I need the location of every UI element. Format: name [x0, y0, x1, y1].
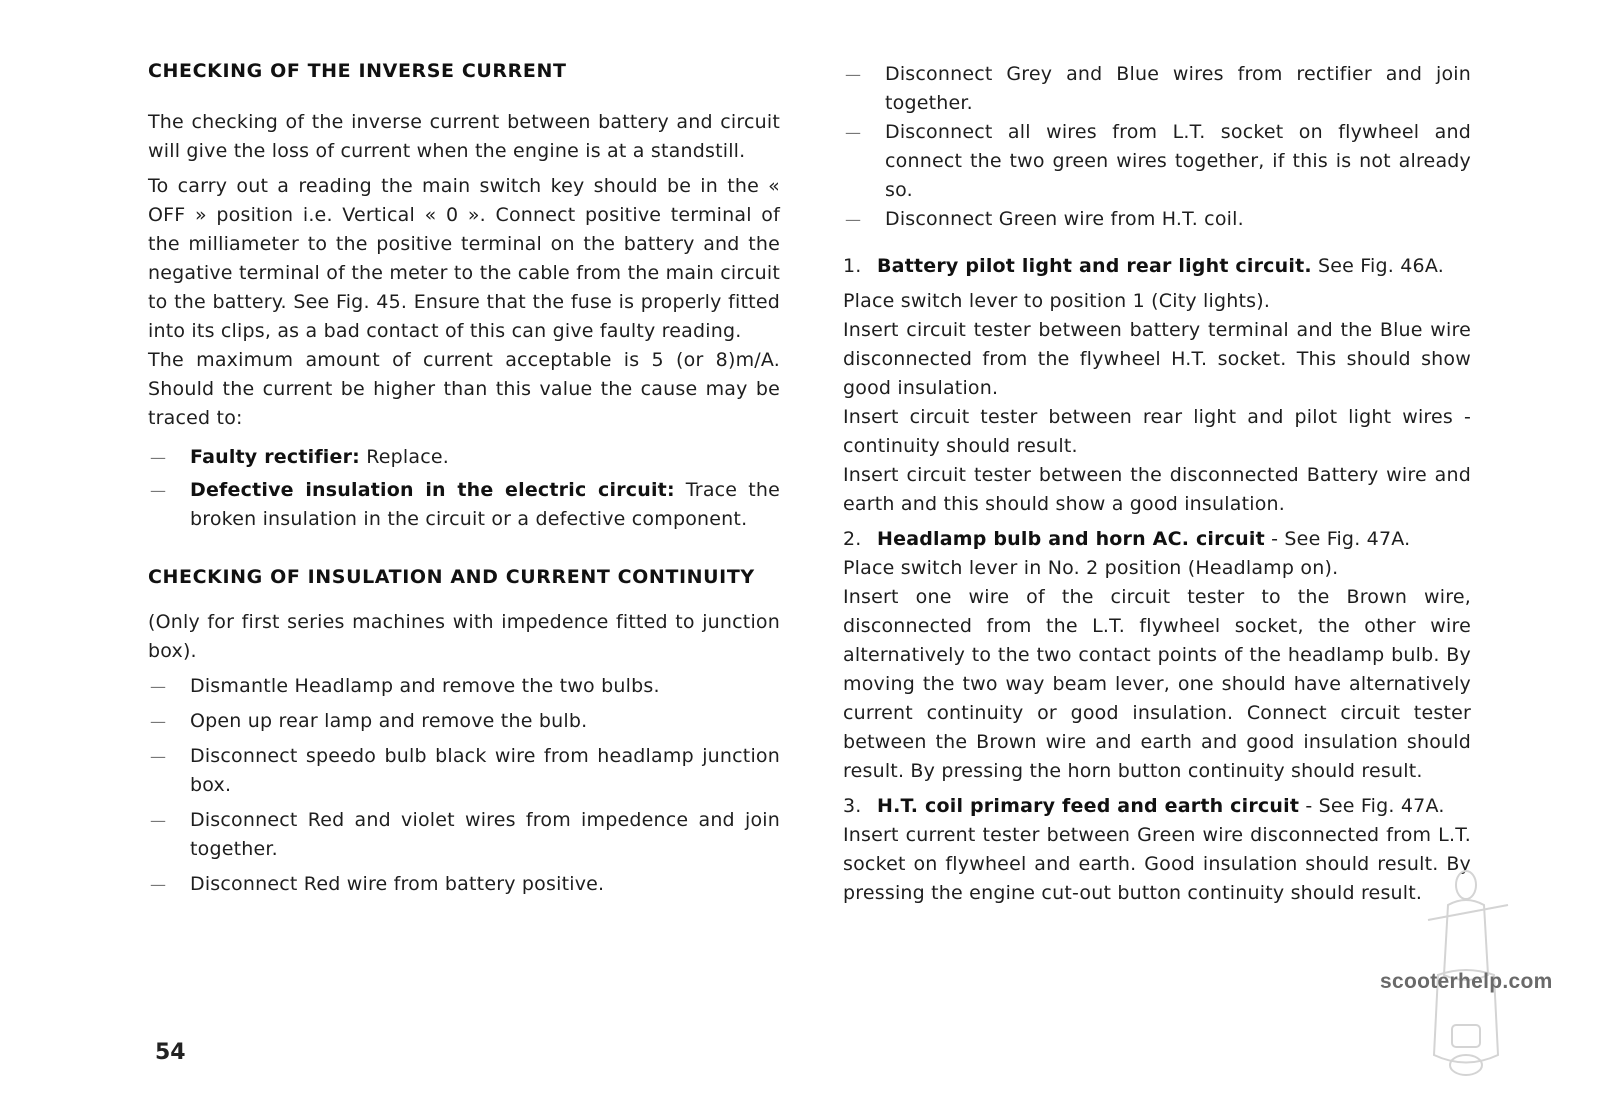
paragraph-maximum: The maximum amount of current acceptable is 5 (or 8)m/A. Should the current be higher than this value the cause may be traced to:	[148, 349, 780, 429]
paragraph-text: Insert circuit tester between the disconnected Battery wire and earth and this should show a good insulation.	[843, 464, 1471, 515]
cause-item	[148, 443, 780, 472]
paragraph-text: Place switch lever to position 1 (City lights).	[843, 290, 1271, 312]
paragraph-text: Insert circuit tester between rear light and pilot light wires - continuity should result.	[843, 406, 1471, 457]
heading-insulation-continuity: CHECKING OF INSULATION AND CURRENT CONTINUITY	[148, 566, 755, 588]
section-number: 1.	[843, 255, 862, 277]
step-item	[148, 806, 780, 864]
step-text: Disconnect Red wire from battery positive.	[190, 873, 605, 895]
dash-marker: —	[845, 65, 862, 84]
step-text: Open up rear lamp and remove the bulb.	[190, 710, 588, 732]
cause-item	[148, 476, 780, 534]
section-title: Headlamp bulb and horn AC. circuit	[877, 528, 1265, 550]
step-text: Disconnect speedo bulb black wire from headlamp junction box.	[190, 745, 780, 796]
dash-marker: —	[845, 123, 862, 142]
paragraph-text: Place switch lever in No. 2 position (Headlamp on).	[843, 557, 1339, 579]
dash-marker: —	[150, 712, 167, 731]
section-number: 3.	[843, 795, 862, 817]
step-item	[843, 118, 1471, 205]
page-number: 54	[155, 1040, 186, 1065]
step-item	[148, 870, 780, 899]
step-item	[148, 742, 780, 800]
figure-reference: - See Fig. 47A.	[1299, 795, 1445, 817]
step-text: Disconnect Green wire from H.T. coil.	[885, 208, 1244, 230]
dash-marker: —	[150, 448, 167, 467]
section-title: H.T. coil primary feed and earth circuit	[877, 795, 1300, 817]
heading-inverse-current: CHECKING OF THE INVERSE CURRENT	[148, 60, 567, 82]
step-item	[148, 707, 780, 736]
dash-marker: —	[845, 210, 862, 229]
section-1-title	[843, 252, 1471, 281]
paragraph-text: Insert one wire of the circuit tester to the Brown wire, disconnected from the L.T. flywheel socket, the other wire alternatively to the two contact points of the headlamp bulb. By moving the two way beam lever, one should have alternatively current continuity or good insulation. Connect circuit tester between the Brown wire and earth and good insulation should result. By pressing the horn button continuity should result.	[843, 586, 1471, 782]
step-text: Disconnect all wires from L.T. socket on flywheel and connect the two green wires together, if this is not already so.	[885, 121, 1471, 201]
paragraph-series-note: (Only for first series machines with impedence fitted to junction box).	[148, 611, 780, 662]
cause-title: Defective insulation in the electric circuit:	[190, 479, 675, 501]
dash-marker: —	[150, 811, 167, 830]
paragraph-procedure: To carry out a reading the main switch key should be in the « OFF » position i.e. Vertical « 0 ». Connect positive terminal of the milliameter to the positive terminal on the battery and the negative terminal of the meter to the cable from the main circuit to the battery. See Fig. 45. Ensure that the fuse is properly fitted into its clips, as a bad contact of this can give faulty reading.	[148, 175, 780, 342]
figure-reference: See Fig. 46A.	[1311, 255, 1444, 277]
watermark-text: scooterhelp.com	[1380, 970, 1553, 993]
section-3-title	[843, 792, 1471, 821]
paragraph-text: Insert circuit tester between battery terminal and the Blue wire disconnected from the flywheel H.T. socket. This should show good insulation.	[843, 319, 1471, 399]
cause-text: Trace the broken insulation in the circuit or a defective component.	[190, 479, 780, 530]
step-text: Dismantle Headlamp and remove the two bulbs.	[190, 675, 660, 697]
paragraph-intro: The checking of the inverse current between battery and circuit will give the loss of current when the engine is at a standstill.	[148, 111, 780, 162]
step-text: Disconnect Grey and Blue wires from rectifier and join together.	[885, 63, 1471, 114]
step-item	[843, 60, 1471, 118]
dash-marker: —	[150, 677, 167, 696]
dash-marker: —	[150, 747, 167, 766]
figure-reference: - See Fig. 47A.	[1264, 528, 1411, 550]
cause-text: Replace.	[359, 446, 450, 468]
step-item	[148, 672, 780, 701]
section-title: Battery pilot light and rear light circuit.	[877, 255, 1312, 277]
section-number: 2.	[843, 528, 862, 550]
paragraph-text: Insert current tester between Green wire disconnected from L.T. socket on flywheel and earth. Good insulation should result. By pressing the engine cut-out button continuity should result.	[843, 824, 1471, 904]
left-column	[148, 60, 780, 899]
step-item	[843, 205, 1471, 234]
step-text: Disconnect Red and violet wires from impedence and join together.	[190, 809, 780, 860]
right-column	[843, 60, 1471, 908]
section-2-title	[843, 525, 1471, 554]
dash-marker: —	[150, 481, 167, 500]
dash-marker: —	[150, 875, 167, 894]
cause-title: Faulty rectifier:	[190, 446, 360, 468]
